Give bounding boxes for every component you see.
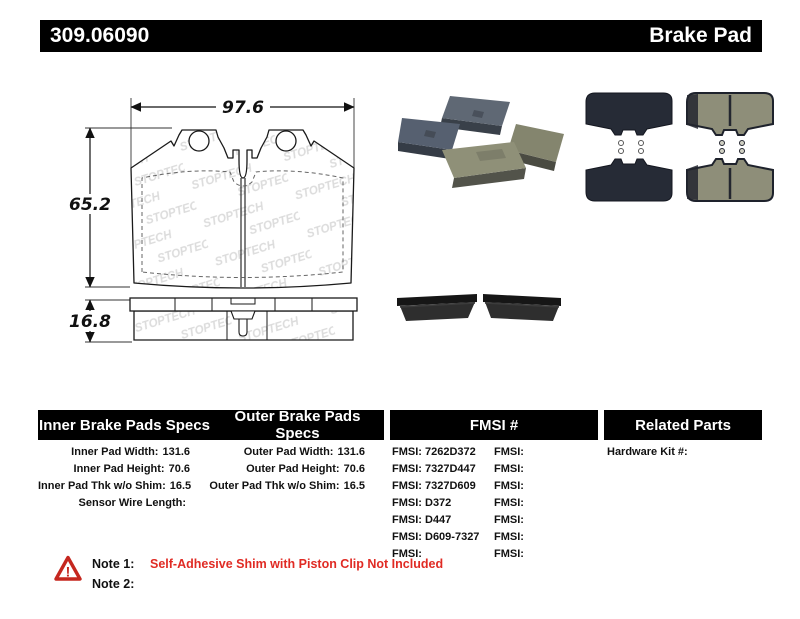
thickness-dim-label: 16.8: [69, 312, 111, 332]
fmsi-list-2: [494, 444, 584, 563]
fmsi-item: FMSI: 7327D447: [392, 463, 476, 475]
svg-text:!: !: [65, 563, 71, 580]
warning-triangle-icon: [54, 555, 82, 582]
product-photo-perspective: [398, 88, 573, 203]
note-2: [92, 574, 443, 594]
fmsi-item: FMSI:: [494, 548, 524, 560]
related-part-item: Hardware Kit #:: [607, 446, 688, 458]
fmsi-header: FMSI #: [469, 416, 519, 434]
width-dim-label: 97.6: [222, 98, 264, 118]
outer-specs-list: [200, 444, 365, 495]
related-parts-header: Related Parts: [635, 416, 731, 434]
spec-row: Inner Pad Height: 70.6: [73, 463, 190, 475]
fmsi-item: FMSI:: [494, 497, 524, 509]
pad-photo-flat-shapes: [586, 93, 773, 201]
fmsi-item: FMSI: 7327D609: [392, 480, 476, 492]
pads-specs-header-bar: [38, 410, 384, 440]
pad-photo-edge-shapes: [397, 294, 561, 321]
fmsi-item: FMSI: D609-7327: [392, 531, 480, 543]
note-1: [92, 554, 443, 574]
fmsi-item: FMSI:: [494, 531, 524, 543]
pad-side-view: [130, 298, 357, 340]
outer-specs-header: Outer Brake Pads Specs: [234, 408, 361, 442]
pad-front-view: [131, 130, 354, 288]
fmsi-item: FMSI:: [494, 480, 524, 492]
spec-row: Outer Pad Width: 131.6: [243, 446, 365, 458]
fmsi-item: FMSI:: [494, 463, 524, 475]
inner-specs-list: [38, 444, 190, 512]
part-number: 309.06090: [50, 24, 150, 47]
spec-row: Outer Pad Thk w/o Shim: 16.5: [209, 480, 365, 492]
title-bar: [40, 20, 762, 52]
related-parts-header-bar: [604, 410, 762, 440]
notes-section: [92, 554, 443, 594]
fmsi-item: FMSI:: [494, 514, 524, 526]
inner-specs-header: Inner Brake Pads Specs: [39, 416, 210, 434]
spec-row: Sensor Wire Length:: [78, 497, 186, 509]
fmsi-list-1: [392, 444, 492, 563]
spec-row: Inner Pad Width: 131.6: [71, 446, 190, 458]
fmsi-item: FMSI: 7262D372: [392, 446, 476, 458]
product-type: Brake Pad: [649, 24, 752, 47]
related-parts-list: [607, 444, 688, 461]
note-1-label: Note 1:: [92, 557, 135, 571]
height-dim-label: 65.2: [69, 195, 111, 215]
note-2-label: Note 2:: [92, 577, 135, 591]
spec-row: Inner Pad Thk w/o Shim: 16.5: [38, 480, 192, 492]
fmsi-item: FMSI:: [392, 548, 422, 560]
product-photo-edge: [393, 285, 568, 327]
fmsi-header-bar: [390, 410, 598, 440]
fmsi-item: FMSI: D447: [392, 514, 452, 526]
product-photo-flat: [583, 88, 778, 206]
fmsi-item: FMSI:: [494, 446, 524, 458]
technical-drawing: [60, 90, 390, 355]
fmsi-item: FMSI: D372: [392, 497, 452, 509]
spec-row: Outer Pad Height: 70.6: [246, 463, 365, 475]
note-1-text: Self-Adhesive Shim with Piston Clip Not Included: [150, 557, 444, 571]
pad-photo-shapes: [398, 96, 564, 188]
